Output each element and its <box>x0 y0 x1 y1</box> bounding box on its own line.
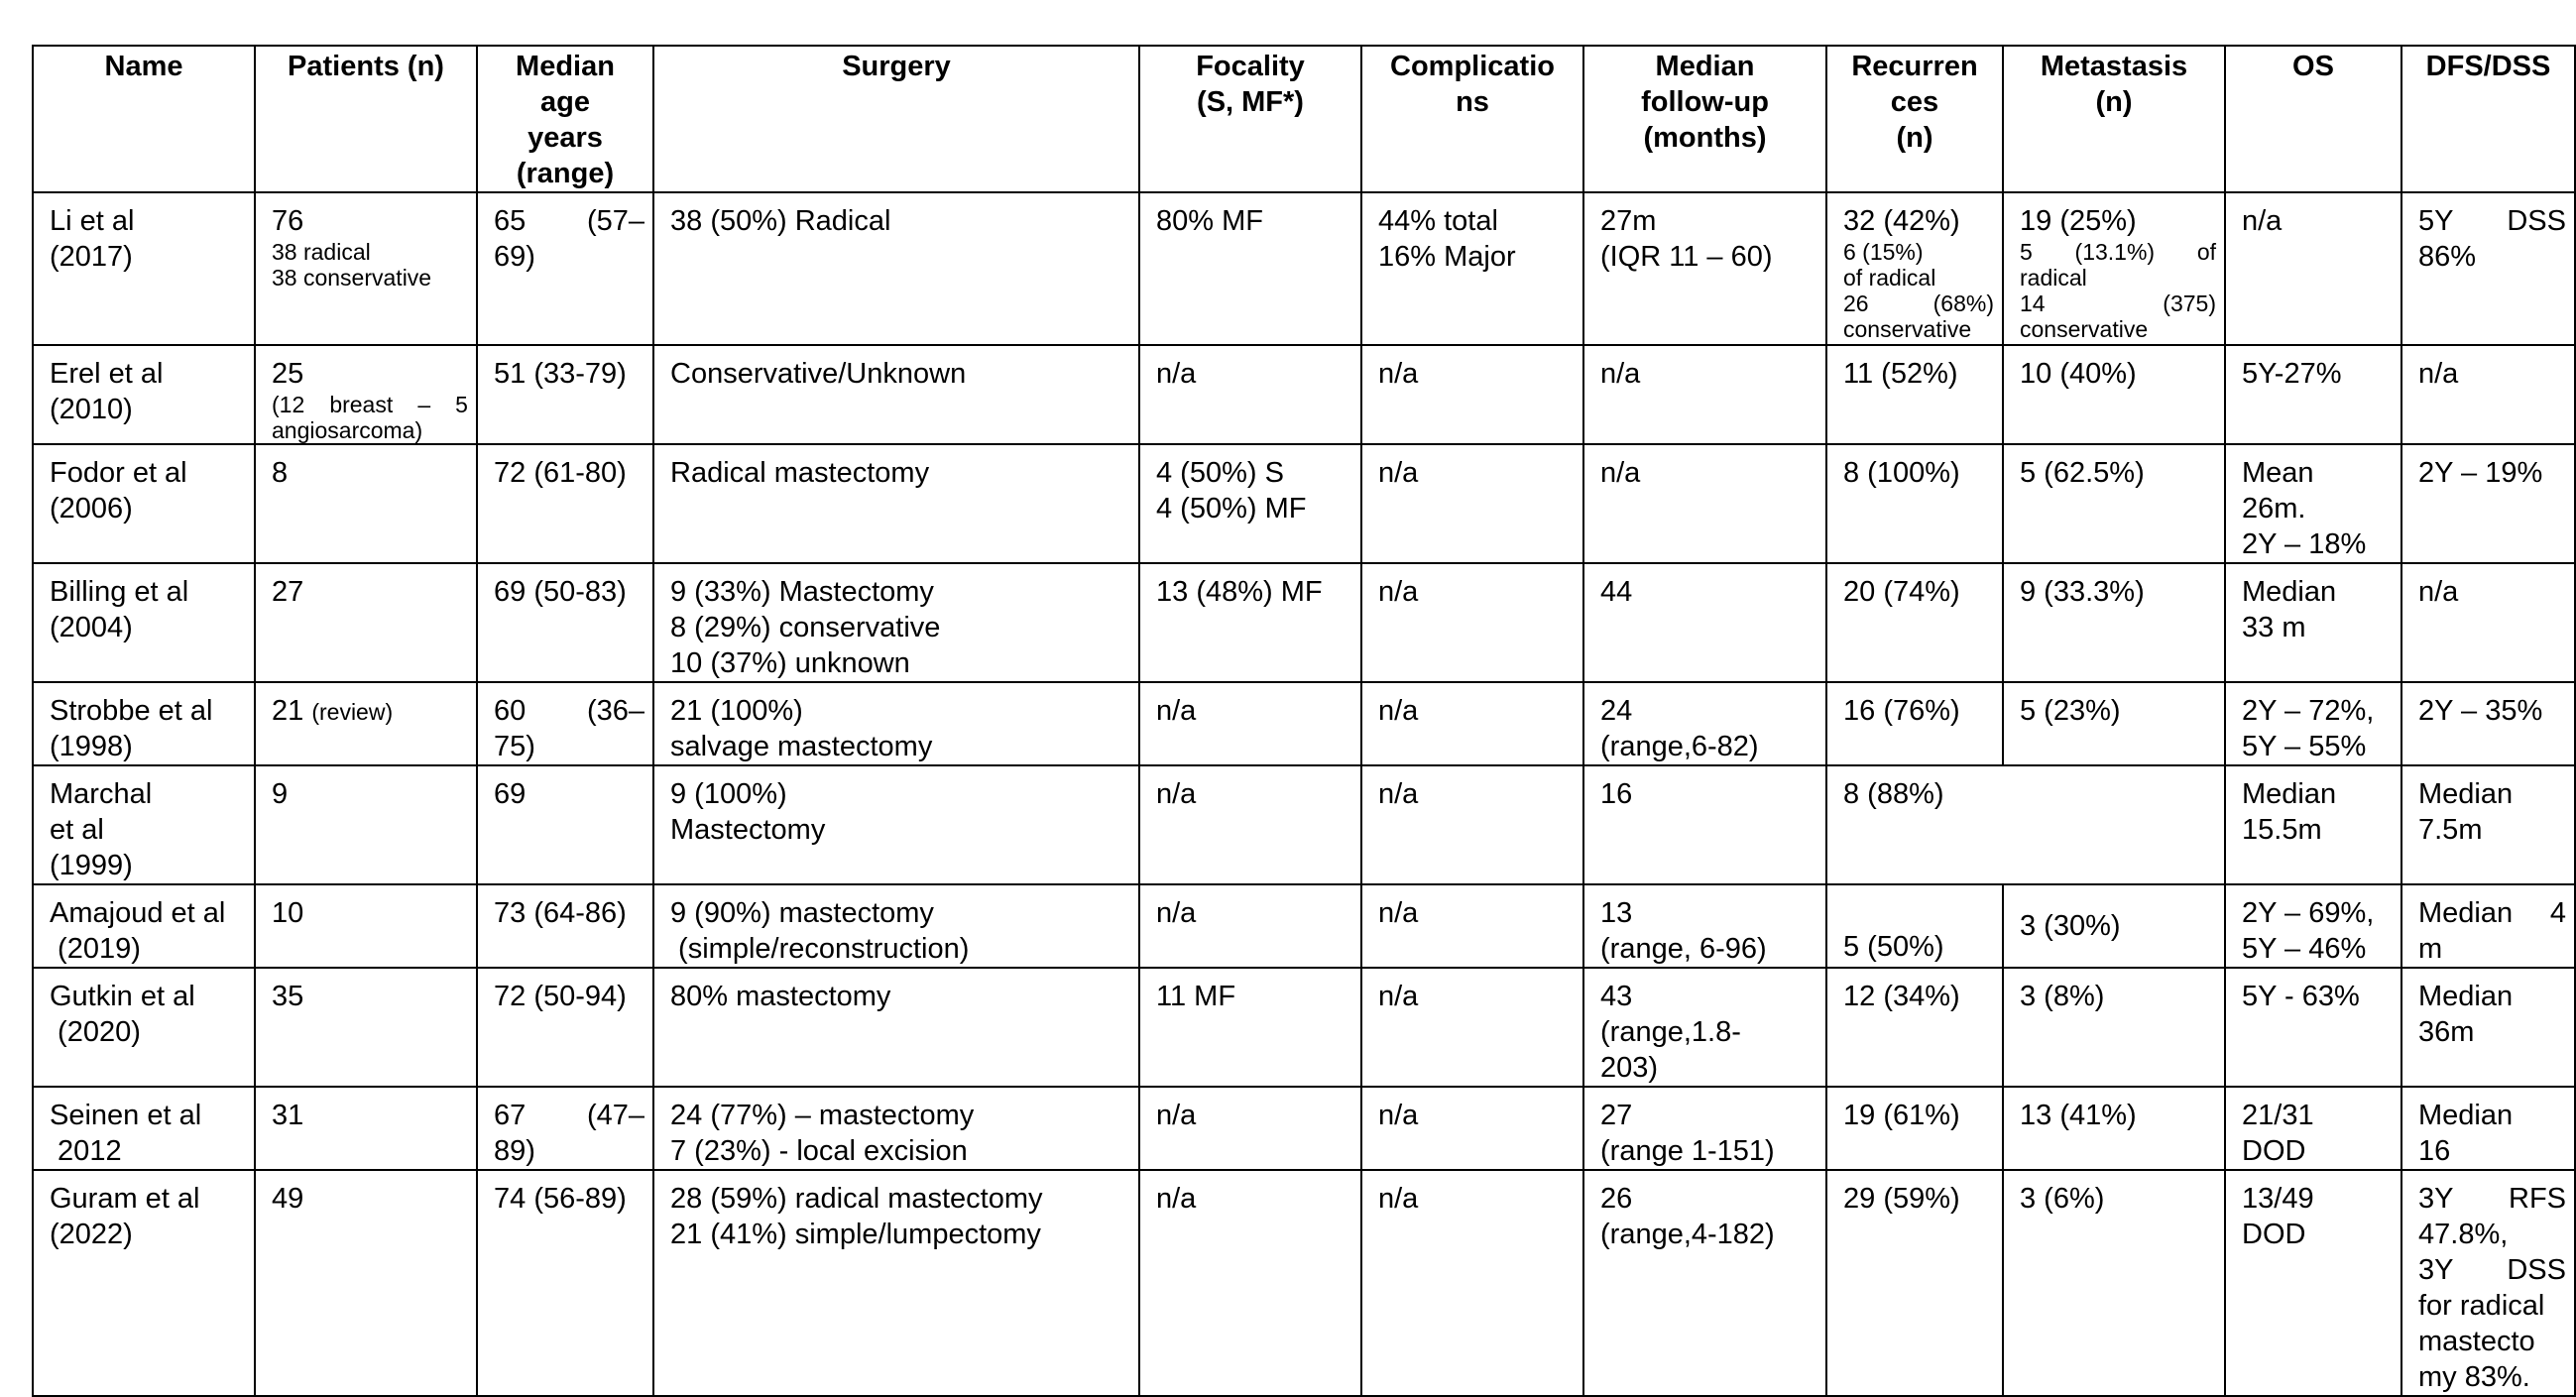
cell-surgery: 24 (77%) – mastectomy 7 (23%) - local excision <box>653 1087 1139 1170</box>
cell-focality: n/a <box>1139 345 1361 444</box>
header-os: OS <box>2225 46 2401 192</box>
cell-metastasis: 5 (62.5%) <box>2003 444 2225 563</box>
cell-follow-up: n/a <box>1583 444 1826 563</box>
cell-os: 5Y - 63% <box>2225 968 2401 1087</box>
cell-focality: n/a <box>1139 682 1361 765</box>
cell-patients: 49 <box>255 1170 477 1396</box>
cell-complications: n/a <box>1361 765 1583 884</box>
cell-metastasis: 5 (23%) <box>2003 682 2225 765</box>
cell-metastasis: 19 (25%) 5 (13.1%) of radical 14 (375) conservative <box>2003 192 2225 345</box>
cell-recurrences: 32 (42%) 6 (15%) of radical 26 (68%) conservative <box>1826 192 2003 345</box>
cell-focality: n/a <box>1139 765 1361 884</box>
table-row <box>33 968 2575 1087</box>
cell-age: 65 (57– 69) <box>477 192 653 345</box>
cell-follow-up: 26 (range,4-182) <box>1583 1170 1826 1396</box>
table-row <box>33 1170 2575 1396</box>
cell-focality: n/a <box>1139 1087 1361 1170</box>
cell-name: Erel et al (2010) <box>33 345 255 444</box>
cell-age: 72 (61-80) <box>477 444 653 563</box>
cell-focality: n/a <box>1139 884 1361 968</box>
cell-follow-up: 24 (range,6-82) <box>1583 682 1826 765</box>
cell-os: 2Y – 72%, 5Y – 55% <box>2225 682 2401 765</box>
cell-age: 60 (36– 75) <box>477 682 653 765</box>
cell-recurrences: 8 (100%) <box>1826 444 2003 563</box>
cell-surgery: 21 (100%) salvage mastectomy <box>653 682 1139 765</box>
cell-focality: 80% MF <box>1139 192 1361 345</box>
cell-name: Billing et al (2004) <box>33 563 255 682</box>
cell-follow-up: 13 (range, 6-96) <box>1583 884 1826 968</box>
header-row <box>33 46 2575 192</box>
cell-age: 51 (33-79) <box>477 345 653 444</box>
header-recurrences: Recurren ces (n) <box>1826 46 2003 192</box>
cell-focality: 11 MF <box>1139 968 1361 1087</box>
header-name: Name <box>33 46 255 192</box>
cell-metastasis: 10 (40%) <box>2003 345 2225 444</box>
cell-age: 73 (64-86) <box>477 884 653 968</box>
cell-follow-up: 16 <box>1583 765 1826 884</box>
cell-dfs-dss: 3Y RFS 47.8%, 3Y DSS for radical mastecto my 83%. <box>2401 1170 2575 1396</box>
cell-follow-up: n/a <box>1583 345 1826 444</box>
header-median-age: Median age years (range) <box>477 46 653 192</box>
cell-dfs-dss: Median 4 m <box>2401 884 2575 968</box>
cell-focality: 4 (50%) S 4 (50%) MF <box>1139 444 1361 563</box>
study-comparison-table <box>32 45 2576 1397</box>
cell-complications: 44% total 16% Major <box>1361 192 1583 345</box>
cell-complications: n/a <box>1361 1170 1583 1396</box>
cell-name: Amajoud et al (2019) <box>33 884 255 968</box>
cell-surgery: 80% mastectomy <box>653 968 1139 1087</box>
cell-dfs-dss: 2Y – 19% <box>2401 444 2575 563</box>
table-row <box>33 563 2575 682</box>
cell-surgery: 9 (33%) Mastectomy 8 (29%) conservative 10 (37%) unknown <box>653 563 1139 682</box>
cell-dfs-dss: n/a <box>2401 345 2575 444</box>
cell-follow-up: 27m (IQR 11 – 60) <box>1583 192 1826 345</box>
cell-age: 74 (56-89) <box>477 1170 653 1396</box>
table-row <box>33 884 2575 968</box>
cell-patients: 76 38 radical 38 conservative <box>255 192 477 345</box>
cell-complications: n/a <box>1361 1087 1583 1170</box>
cell-dfs-dss: n/a <box>2401 563 2575 682</box>
cell-complications: n/a <box>1361 968 1583 1087</box>
table-row <box>33 1087 2575 1170</box>
cell-dfs-dss: Median 36m <box>2401 968 2575 1087</box>
cell-complications: n/a <box>1361 444 1583 563</box>
table-row <box>33 765 2575 884</box>
cell-surgery: Conservative/Unknown <box>653 345 1139 444</box>
cell-os: 13/49 DOD <box>2225 1170 2401 1396</box>
cell-metastasis: 3 (8%) <box>2003 968 2225 1087</box>
cell-complications: n/a <box>1361 345 1583 444</box>
cell-metastasis: 13 (41%) <box>2003 1087 2225 1170</box>
cell-patients: 27 <box>255 563 477 682</box>
cell-age: 69 <box>477 765 653 884</box>
table-row <box>33 682 2575 765</box>
cell-metastasis: 3 (6%) <box>2003 1170 2225 1396</box>
cell-name: Gutkin et al (2020) <box>33 968 255 1087</box>
cell-dfs-dss: Median 16 <box>2401 1087 2575 1170</box>
cell-complications: n/a <box>1361 884 1583 968</box>
cell-name: Li et al (2017) <box>33 192 255 345</box>
cell-patients: 35 <box>255 968 477 1087</box>
cell-surgery: 9 (90%) mastectomy (simple/reconstruction) <box>653 884 1139 968</box>
cell-os: Median 15.5m <box>2225 765 2401 884</box>
table-row <box>33 345 2575 444</box>
cell-patients: 9 <box>255 765 477 884</box>
cell-metastasis: 9 (33.3%) <box>2003 563 2225 682</box>
cell-recurrences: 16 (76%) <box>1826 682 2003 765</box>
cell-surgery: 9 (100%) Mastectomy <box>653 765 1139 884</box>
cell-patients: 8 <box>255 444 477 563</box>
header-patients: Patients (n) <box>255 46 477 192</box>
cell-name: Seinen et al 2012 <box>33 1087 255 1170</box>
header-complications: Complicatio ns <box>1361 46 1583 192</box>
cell-patients: 10 <box>255 884 477 968</box>
cell-dfs-dss: Median 7.5m <box>2401 765 2575 884</box>
cell-name: Strobbe et al (1998) <box>33 682 255 765</box>
cell-surgery: Radical mastectomy <box>653 444 1139 563</box>
cell-recurrences: 12 (34%) <box>1826 968 2003 1087</box>
header-focality: Focality (S, MF*) <box>1139 46 1361 192</box>
cell-follow-up: 43 (range,1.8- 203) <box>1583 968 1826 1087</box>
cell-patients: 21 (review) <box>255 682 477 765</box>
cell-surgery: 38 (50%) Radical <box>653 192 1139 345</box>
cell-recurrences: 20 (74%) <box>1826 563 2003 682</box>
header-follow-up: Median follow-up (months) <box>1583 46 1826 192</box>
table-row <box>33 444 2575 563</box>
cell-os: Median 33 m <box>2225 563 2401 682</box>
header-surgery: Surgery <box>653 46 1139 192</box>
cell-os: 2Y – 69%, 5Y – 46% <box>2225 884 2401 968</box>
header-metastasis: Metastasis (n) <box>2003 46 2225 192</box>
header-dfs-dss: DFS/DSS <box>2401 46 2575 192</box>
cell-follow-up: 27 (range 1-151) <box>1583 1087 1826 1170</box>
cell-name: Marchal et al (1999) <box>33 765 255 884</box>
cell-os: n/a <box>2225 192 2401 345</box>
cell-recurrences: 5 (50%) <box>1826 884 2003 968</box>
cell-name: Guram et al (2022) <box>33 1170 255 1396</box>
table-row <box>33 192 2575 345</box>
cell-age: 72 (50-94) <box>477 968 653 1087</box>
cell-os: 21/31 DOD <box>2225 1087 2401 1170</box>
cell-surgery: 28 (59%) radical mastectomy 21 (41%) simple/lumpectomy <box>653 1170 1139 1396</box>
cell-age: 69 (50-83) <box>477 563 653 682</box>
cell-complications: n/a <box>1361 682 1583 765</box>
cell-patients: 31 <box>255 1087 477 1170</box>
cell-follow-up: 44 <box>1583 563 1826 682</box>
cell-recurrences: 11 (52%) <box>1826 345 2003 444</box>
cell-name: Fodor et al (2006) <box>33 444 255 563</box>
cell-dfs-dss: 2Y – 35% <box>2401 682 2575 765</box>
cell-os: Mean 26m. 2Y – 18% <box>2225 444 2401 563</box>
cell-recurrences: 29 (59%) <box>1826 1170 2003 1396</box>
cell-focality: 13 (48%) MF <box>1139 563 1361 682</box>
cell-complications: n/a <box>1361 563 1583 682</box>
cell-dfs-dss: 5Y DSS 86% <box>2401 192 2575 345</box>
cell-recurrences: 19 (61%) <box>1826 1087 2003 1170</box>
cell-recurrences-metastasis-merged: 8 (88%) <box>1826 765 2225 884</box>
cell-patients: 25 (12 breast – 5 angiosarcoma) <box>255 345 477 444</box>
cell-focality: n/a <box>1139 1170 1361 1396</box>
cell-metastasis: 3 (30%) <box>2003 884 2225 968</box>
cell-os: 5Y-27% <box>2225 345 2401 444</box>
cell-age: 67 (47– 89) <box>477 1087 653 1170</box>
